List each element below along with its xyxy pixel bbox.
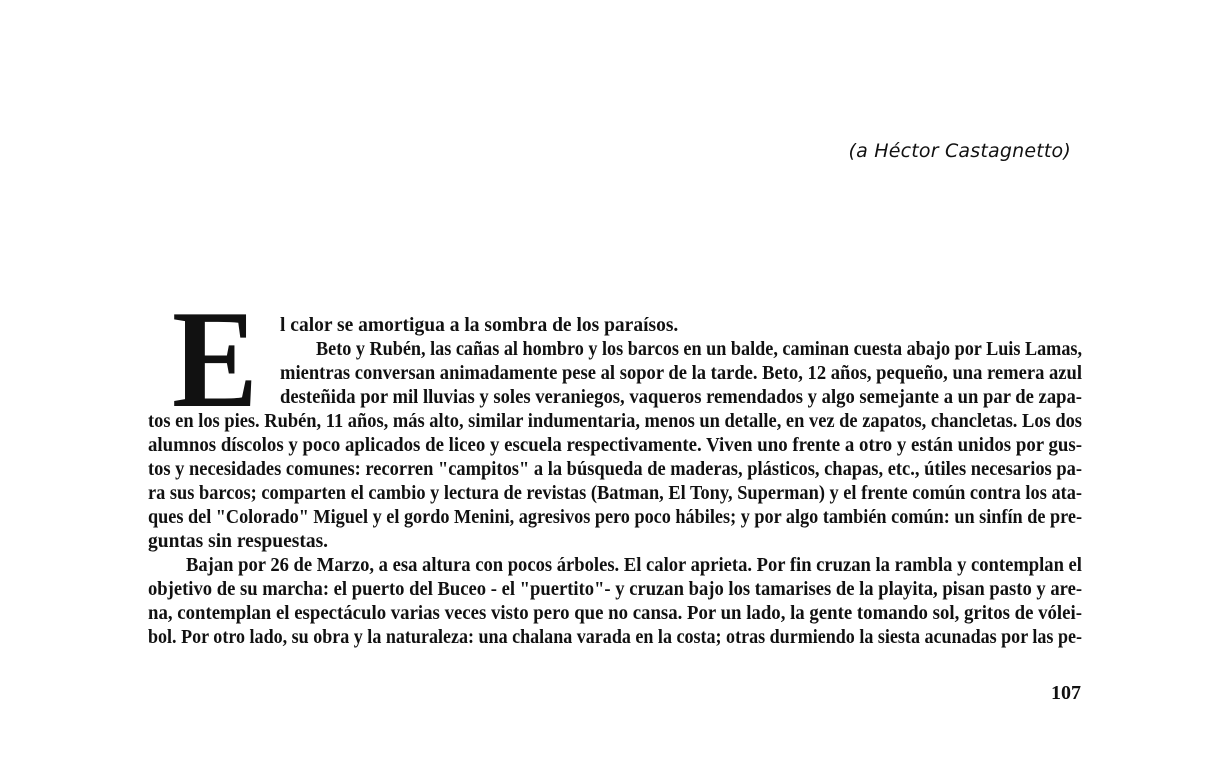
text-line: ques del "Colorado" Miguel y el gordo Menini, agresivos pero poco hábiles; y por algo también común: un sinfín de pre- — [148, 507, 1083, 528]
text-line: mientras conversan animadamente pese al sopor de la tarde. Beto, 12 años, pequeño, una remera azul — [280, 363, 1083, 384]
text-line: tos en los pies. Rubén, 11 años, más alto, similar indumentaria, menos un detalle, en vez de zapatos, chancletas. Los dos — [148, 411, 1082, 432]
text-line: ra sus barcos; comparten el cambio y lectura de revistas (Batman, El Tony, Superman) y el frente común contra los ata- — [148, 483, 1083, 504]
dedication: (a Héctor Castagnetto) — [848, 140, 1071, 162]
text-line: bol. Por otro lado, su obra y la naturaleza: una chalana varada en la costa; otras durmiendo la siesta acunadas por las pe- — [148, 627, 1083, 648]
text-line: Bajan por 26 de Marzo, a esa altura con pocos árboles. El calor aprieta. Por fin cruzan la rambla y contemplan el — [186, 555, 1082, 576]
text-line: guntas sin respuestas. — [148, 531, 329, 552]
page-number: 107 — [1051, 682, 1081, 704]
text-line: Beto y Rubén, las cañas al hombro y los barcos en un balde, caminan cuesta abajo por Luis Lamas, — [316, 339, 1083, 360]
text-line: alumnos díscolos y poco aplicados de liceo y escuela respectivamente. Viven uno frente a otro y están unidos por gus- — [148, 435, 1083, 456]
drop-cap: E — [172, 282, 258, 437]
text-line: na, contemplan el espectáculo varias veces visto pero que no cansa. Por un lado, la gente tomando sol, gritos de vólei- — [148, 603, 1082, 624]
text-line: objetivo de su marcha: el puerto del Buceo - el "puertito"- y cruzan bajo los tamarises de la playita, pisan pasto y are- — [148, 579, 1083, 600]
text-line: tos y necesidades comunes: recorren "campitos" a la búsqueda de maderas, plásticos, chapas, etc., útiles necesarios pa- — [148, 459, 1082, 480]
text-line: l calor se amortigua a la sombra de los paraísos. — [280, 315, 679, 336]
text-line: desteñida por mil lluvias y soles veraniegos, vaqueros remendados y algo semejante a un par de zapa- — [280, 387, 1083, 408]
